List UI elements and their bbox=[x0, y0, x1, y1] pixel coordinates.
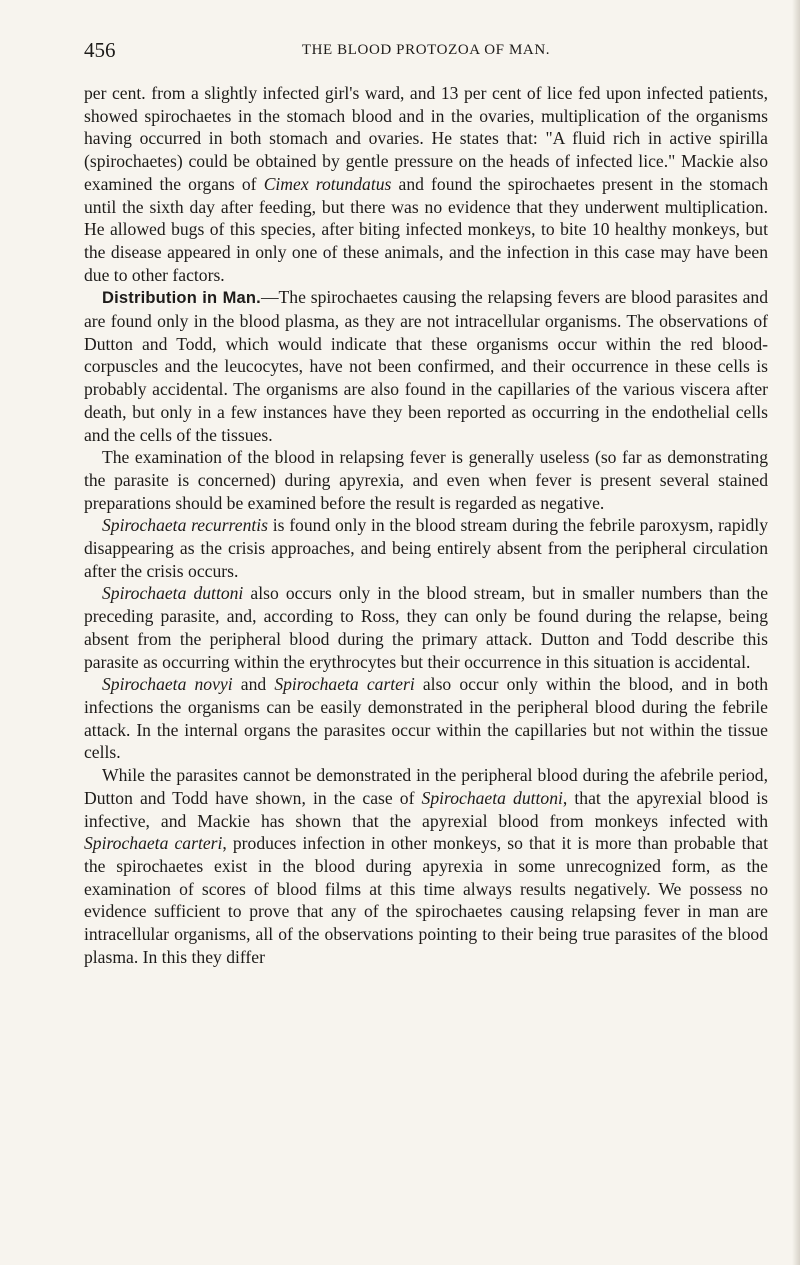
page-number: 456 bbox=[84, 38, 116, 62]
section-heading: Distribution in Man. bbox=[102, 289, 261, 308]
species-name: Spirochaeta novyi bbox=[102, 674, 233, 695]
text-run: The examination of the blood in relapsing fever is generally useless (so far as demonstrating the parasite is concerned) during apyrexia, and even when fever is present several stained preparations should be examined before the result is regarded as negative. bbox=[84, 447, 768, 513]
paragraph-continued bbox=[84, 82, 768, 286]
document-page bbox=[84, 38, 768, 968]
paragraph bbox=[84, 764, 768, 968]
species-name: Spirochaeta carteri bbox=[84, 833, 223, 854]
paragraph bbox=[84, 673, 768, 764]
paragraph bbox=[84, 514, 768, 582]
paragraph bbox=[84, 446, 768, 514]
species-name: Spirochaeta recurrentis bbox=[102, 515, 268, 536]
text-run: , produces infection in other monkeys, so that it is more than probable that the spirochaetes exist in the blood during apyrexia in some unrecognized form, as the examination of scores of blood films at this time always results negatively. We possess no evidence sufficient to prove that any of the spirochaetes causing relapsing fever in man are intracellular organisms, all of the observations pointing to their being true parasites of the blood plasma. In this they differ bbox=[84, 833, 768, 967]
species-name: Cimex rotundatus bbox=[263, 173, 392, 194]
text-run: is found only in the blood stream during the febrile paroxysm, rapidly disappearing as the crisis approaches, and being entirely absent from the peripheral circulation after the crisis occurs. bbox=[84, 515, 768, 581]
species-name: Spirochaeta duttoni bbox=[421, 787, 563, 808]
text-run: also occur only within the blood, and in both infections the organisms can be easily demonstrated in the peripheral blood during the febrile attack. In the internal organs the parasites occur within the capillaries but not within the tissue cells. bbox=[84, 674, 769, 763]
page-header bbox=[84, 38, 768, 68]
body-text bbox=[84, 82, 768, 968]
text-run: —The spirochaetes causing the relapsing fevers are blood parasites and are found only in the blood plasma, as they are not intracellular organisms. The observations of Dutton and Todd, which would indicate that these organisms occur within the red blood-corpuscles and the leucocytes, have not been confirmed, and their occurrence in these cells is probably accidental. The organisms are also found in the capillaries of the various viscera after death, but only in a few instances have they been reported as occurring in the endothelial cells and the cells of the tissues. bbox=[84, 287, 768, 445]
species-name: Spirochaeta duttoni bbox=[102, 583, 244, 604]
page-edge-shadow bbox=[792, 0, 800, 1265]
paragraph-distribution bbox=[84, 286, 768, 446]
text-run: and bbox=[232, 674, 275, 695]
text-run: per cent. from a slightly infected girl's ward, and 13 per cent of lice fed upon infected patients, showed spirochaetes in the stomach blood and in the ovaries, multiplication of the organisms having occurred in both stomach and ovaries. He states that: "A fluid rich in active spirilla (spirochaetes) could be obtained by gentle pressure on the heads of infected lice." Mackie also examined the organs of bbox=[84, 83, 768, 194]
text-run: also occurs only in the blood stream, but in smaller numbers than the preceding parasite, and, according to Ross, they can only be found during the relapse, being absent from the peripheral blood during the primary attack. Dutton and Todd describe this parasite as occurring within the erythrocytes but their occurrence in this situation is accidental. bbox=[84, 583, 769, 672]
text-run: , that the apyrexial blood is infective, and Mackie has shown that the apyrexial blood from monkeys infected with bbox=[84, 787, 768, 831]
species-name: Spirochaeta carteri bbox=[274, 674, 415, 695]
paragraph bbox=[84, 582, 768, 673]
text-run: and found the spirochaetes present in the stomach until the sixth day after feeding, but there was no evidence that they underwent multiplication. He allowed bugs of this species, after biting infected monkeys, to bite 10 healthy monkeys, but the disease appeared in only one of these animals, and the infection in this case may have been due to other factors. bbox=[84, 173, 768, 285]
running-head: THE BLOOD PROTOZOA OF MAN. bbox=[301, 42, 551, 58]
text-run: While the parasites cannot be demonstrated in the peripheral blood during the afebrile period, Dutton and Todd have shown, in the case of bbox=[84, 765, 768, 808]
